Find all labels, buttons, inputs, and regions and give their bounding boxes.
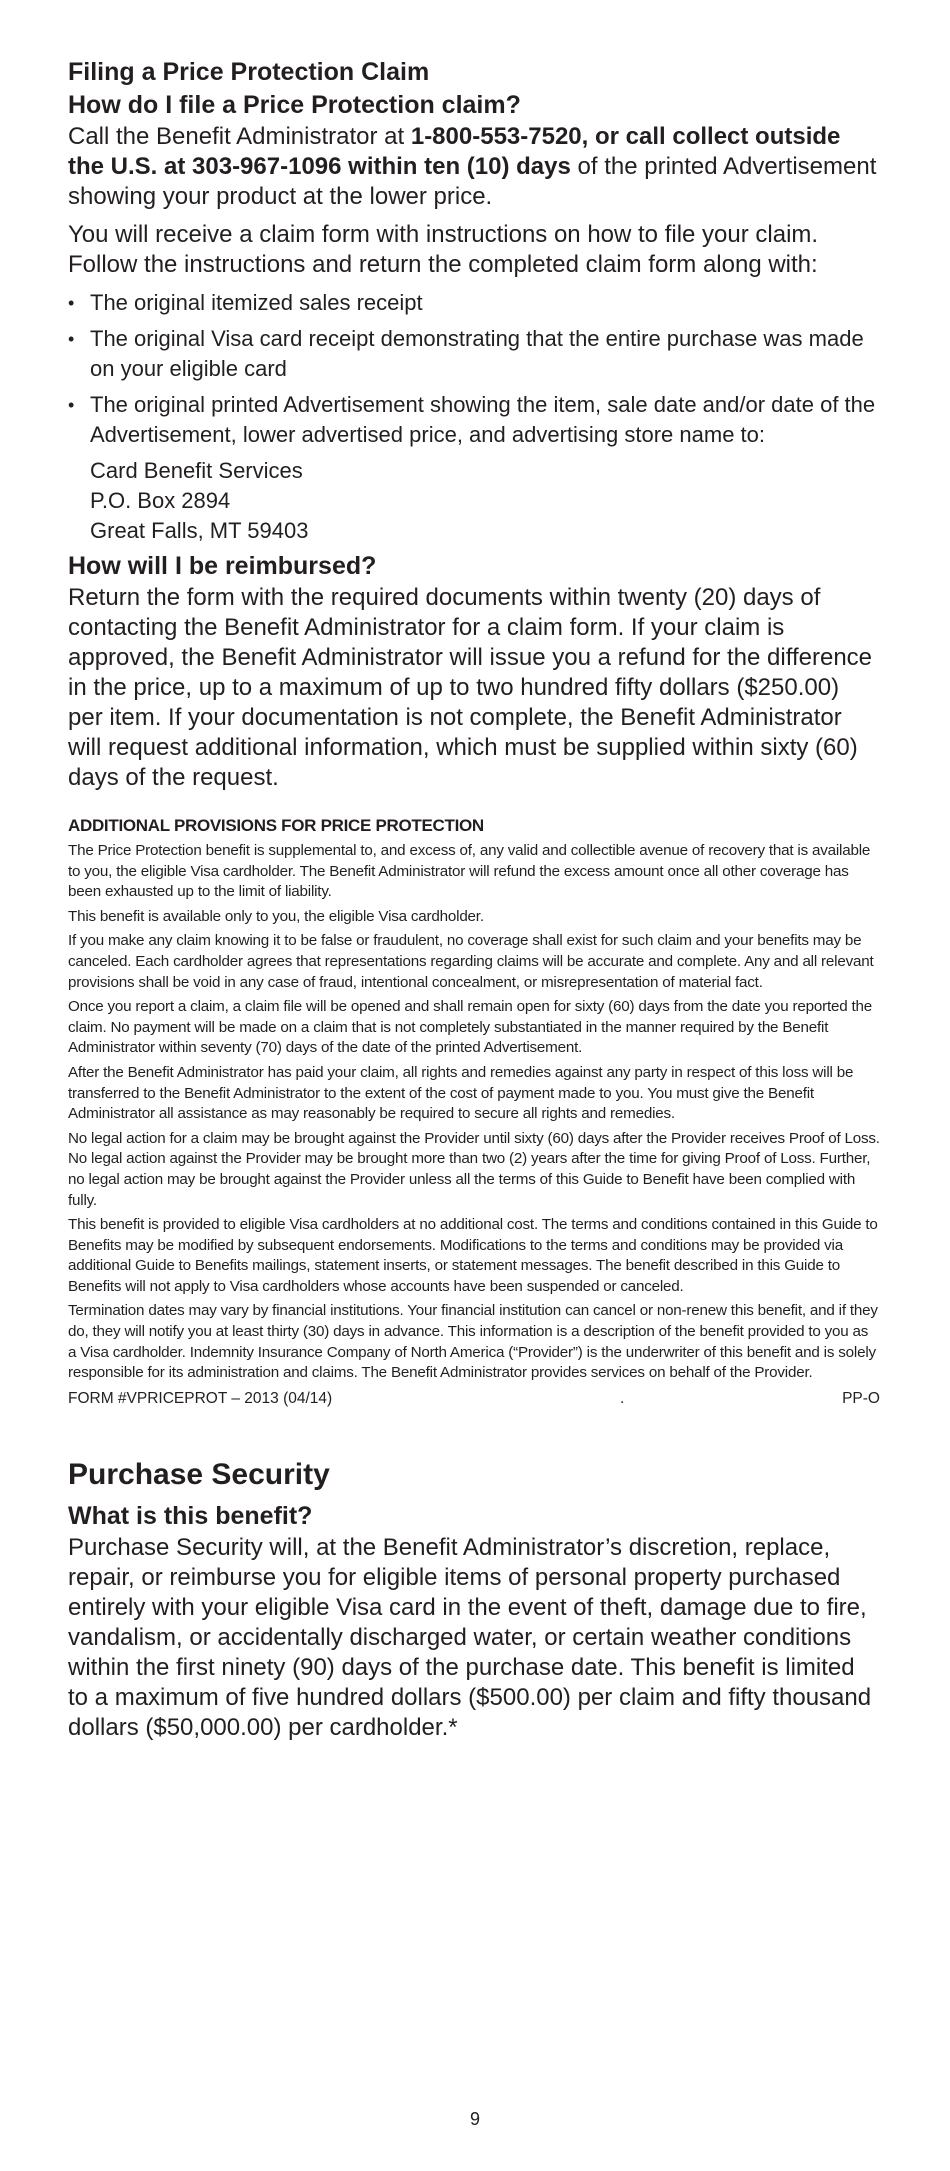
list-item: [68, 288, 880, 318]
section-heading-filing-claim: Filing a Price Protection Claim: [68, 58, 430, 86]
provision-paragraph: This benefit is available only to you, the eligible Visa cardholder.: [68, 907, 484, 925]
provision-paragraph: After the Benefit Administrator has paid your claim, all rights and remedies against any party in respect of this loss will be transferred to the Benefit Administrator to the extent of the cost of payment made to you. You must give the Benefit Administrator all assistance as may reasonably be required to secure all rights and remedies.: [68, 1063, 854, 1123]
address-line: Great Falls, MT 59403: [90, 518, 309, 543]
list-item-text: The original Visa card receipt demonstrating that the entire purchase was made on your eligible card: [90, 326, 864, 381]
question-how-to-file: How do I file a Price Protection claim?: [68, 91, 521, 119]
page-number: 9: [469, 2109, 480, 2129]
provision-paragraph: No legal action for a claim may be brought against the Provider until sixty (60) days after the Provider receives Proof of Loss. No legal action against the Provider may be brought more than two (2) years after the time for giving Proof of Loss. Further, no legal action may be brought against the Provider unless all the terms of this Guide to Benefit have been complied with fully.: [68, 1129, 880, 1209]
provision-paragraph: This benefit is provided to eligible Visa cardholders at no additional cost. The terms and conditions contained in this Guide to Benefits may be modified by subsequent endorsements. Modifications to the terms and conditions may be provided via additional Guide to Benefits mailings, statement inserts, or statement messages. The benefit described in this Guide to Benefits will not apply to Visa cardholders whose accounts have been suspended or canceled.: [68, 1216, 878, 1295]
list-item: [68, 324, 880, 384]
mailing-address: [68, 456, 880, 546]
purchase-security-paragraph: Purchase Security will, at the Benefit Administrator’s discretion, replace, repair, or reimburse you for eligible items of personal property purchased entirely with your eligible Visa card in the event of theft, damage due to fire, vandalism, or accidentally discharged water, or certain weather conditions within the first ninety (90) days of the purchase date. This benefit is limited to a maximum of five hundred dollars ($500.00) per claim and fifty thousand dollars ($50,000.00) per cardholder.*: [68, 1533, 872, 1741]
required-documents-list: [68, 288, 880, 450]
provision-paragraph: Once you report a claim, a claim file will be opened and shall remain open for sixty (60) days from the date you reported the claim. No payment will be made on a claim that is not completely substantiated in the manner required by the Benefit Administrator within seventy (70) days of the date of the printed Advertisement.: [68, 998, 872, 1057]
phone-numbers-bold: 1-800-553-7520, or call collect outside the U.S. at 303-967-1096 within ten (10) days: [68, 123, 841, 180]
section-heading-purchase-security: Purchase Security: [68, 1457, 330, 1491]
form-dot: .: [620, 1389, 625, 1407]
provisions-title: ADDITIONAL PROVISIONS FOR PRICE PROTECTION: [68, 816, 484, 835]
claim-form-paragraph: You will receive a claim form with instructions on how to file your claim. Follow the instructions and return the completed claim form along with:: [68, 221, 819, 278]
reimbursement-paragraph: Return the form with the required documents within twenty (20) days of contacting the Benefit Administrator for a claim form. If your claim is approved, the Benefit Administrator will issue you a refund for the difference in the price, up to a maximum of up to two hundred fifty dollars ($250.00) per item. If your documentation is not complete, the Benefit Administrator will request additional information, which must be supplied within sixty (60) days of the request.: [68, 584, 873, 791]
list-item: [68, 390, 880, 450]
document-page: [68, 56, 880, 1751]
call-text-pre: Call the Benefit Administrator at: [68, 123, 411, 150]
question-reimbursement: How will I be reimbursed?: [68, 552, 377, 580]
address-line: P.O. Box 2894: [90, 488, 231, 513]
question-what-is-benefit: What is this benefit?: [68, 1501, 313, 1530]
bullet-icon: •: [68, 293, 75, 313]
list-item-text: The original itemized sales receipt: [90, 290, 423, 315]
call-instructions-paragraph: [68, 122, 880, 212]
form-code: PP-O: [842, 1389, 880, 1407]
provision-paragraph: If you make any claim knowing it to be false or fraudulent, no coverage shall exist for such claim and your benefits may be canceled. Each cardholder agrees that representations regarding claims will be accurate and complete. Any and all relevant provisions shall be void in any case of fraud, intentional concealment, or misrepresentation of material fact.: [68, 932, 874, 991]
form-footer-line: [68, 1388, 880, 1410]
form-number: FORM #VPRICEPROT – 2013 (04/14): [68, 1389, 333, 1407]
bullet-icon: •: [68, 329, 75, 349]
call-text-post: of the printed Advertisement showing your product at the lower price.: [68, 153, 877, 210]
provision-paragraph: The Price Protection benefit is supplemental to, and excess of, any valid and collectible avenue of recovery that is available to you, the eligible Visa cardholder. The Benefit Administrator will refund the excess amount once all other coverage has been exhausted up to the limit of liability.: [68, 842, 871, 901]
bullet-icon: •: [68, 395, 75, 415]
provision-paragraph: Termination dates may vary by financial institutions. Your financial institution can cancel or non-renew this benefit, and if they do, they will notify you at least thirty (30) days in advance. This information is a description of the benefit provided to you as a Visa cardholder. Indemnity Insurance Company of North America (“Provider”) is the underwriter of this benefit and is solely responsible for its administration and claims. The Benefit Administrator provides services on behalf of the Provider.: [68, 1302, 878, 1382]
list-item-text: The original printed Advertisement showing the item, sale date and/or date of the Advertisement, lower advertised price, and advertising store name to:: [90, 392, 876, 447]
address-line: Card Benefit Services: [90, 458, 303, 483]
